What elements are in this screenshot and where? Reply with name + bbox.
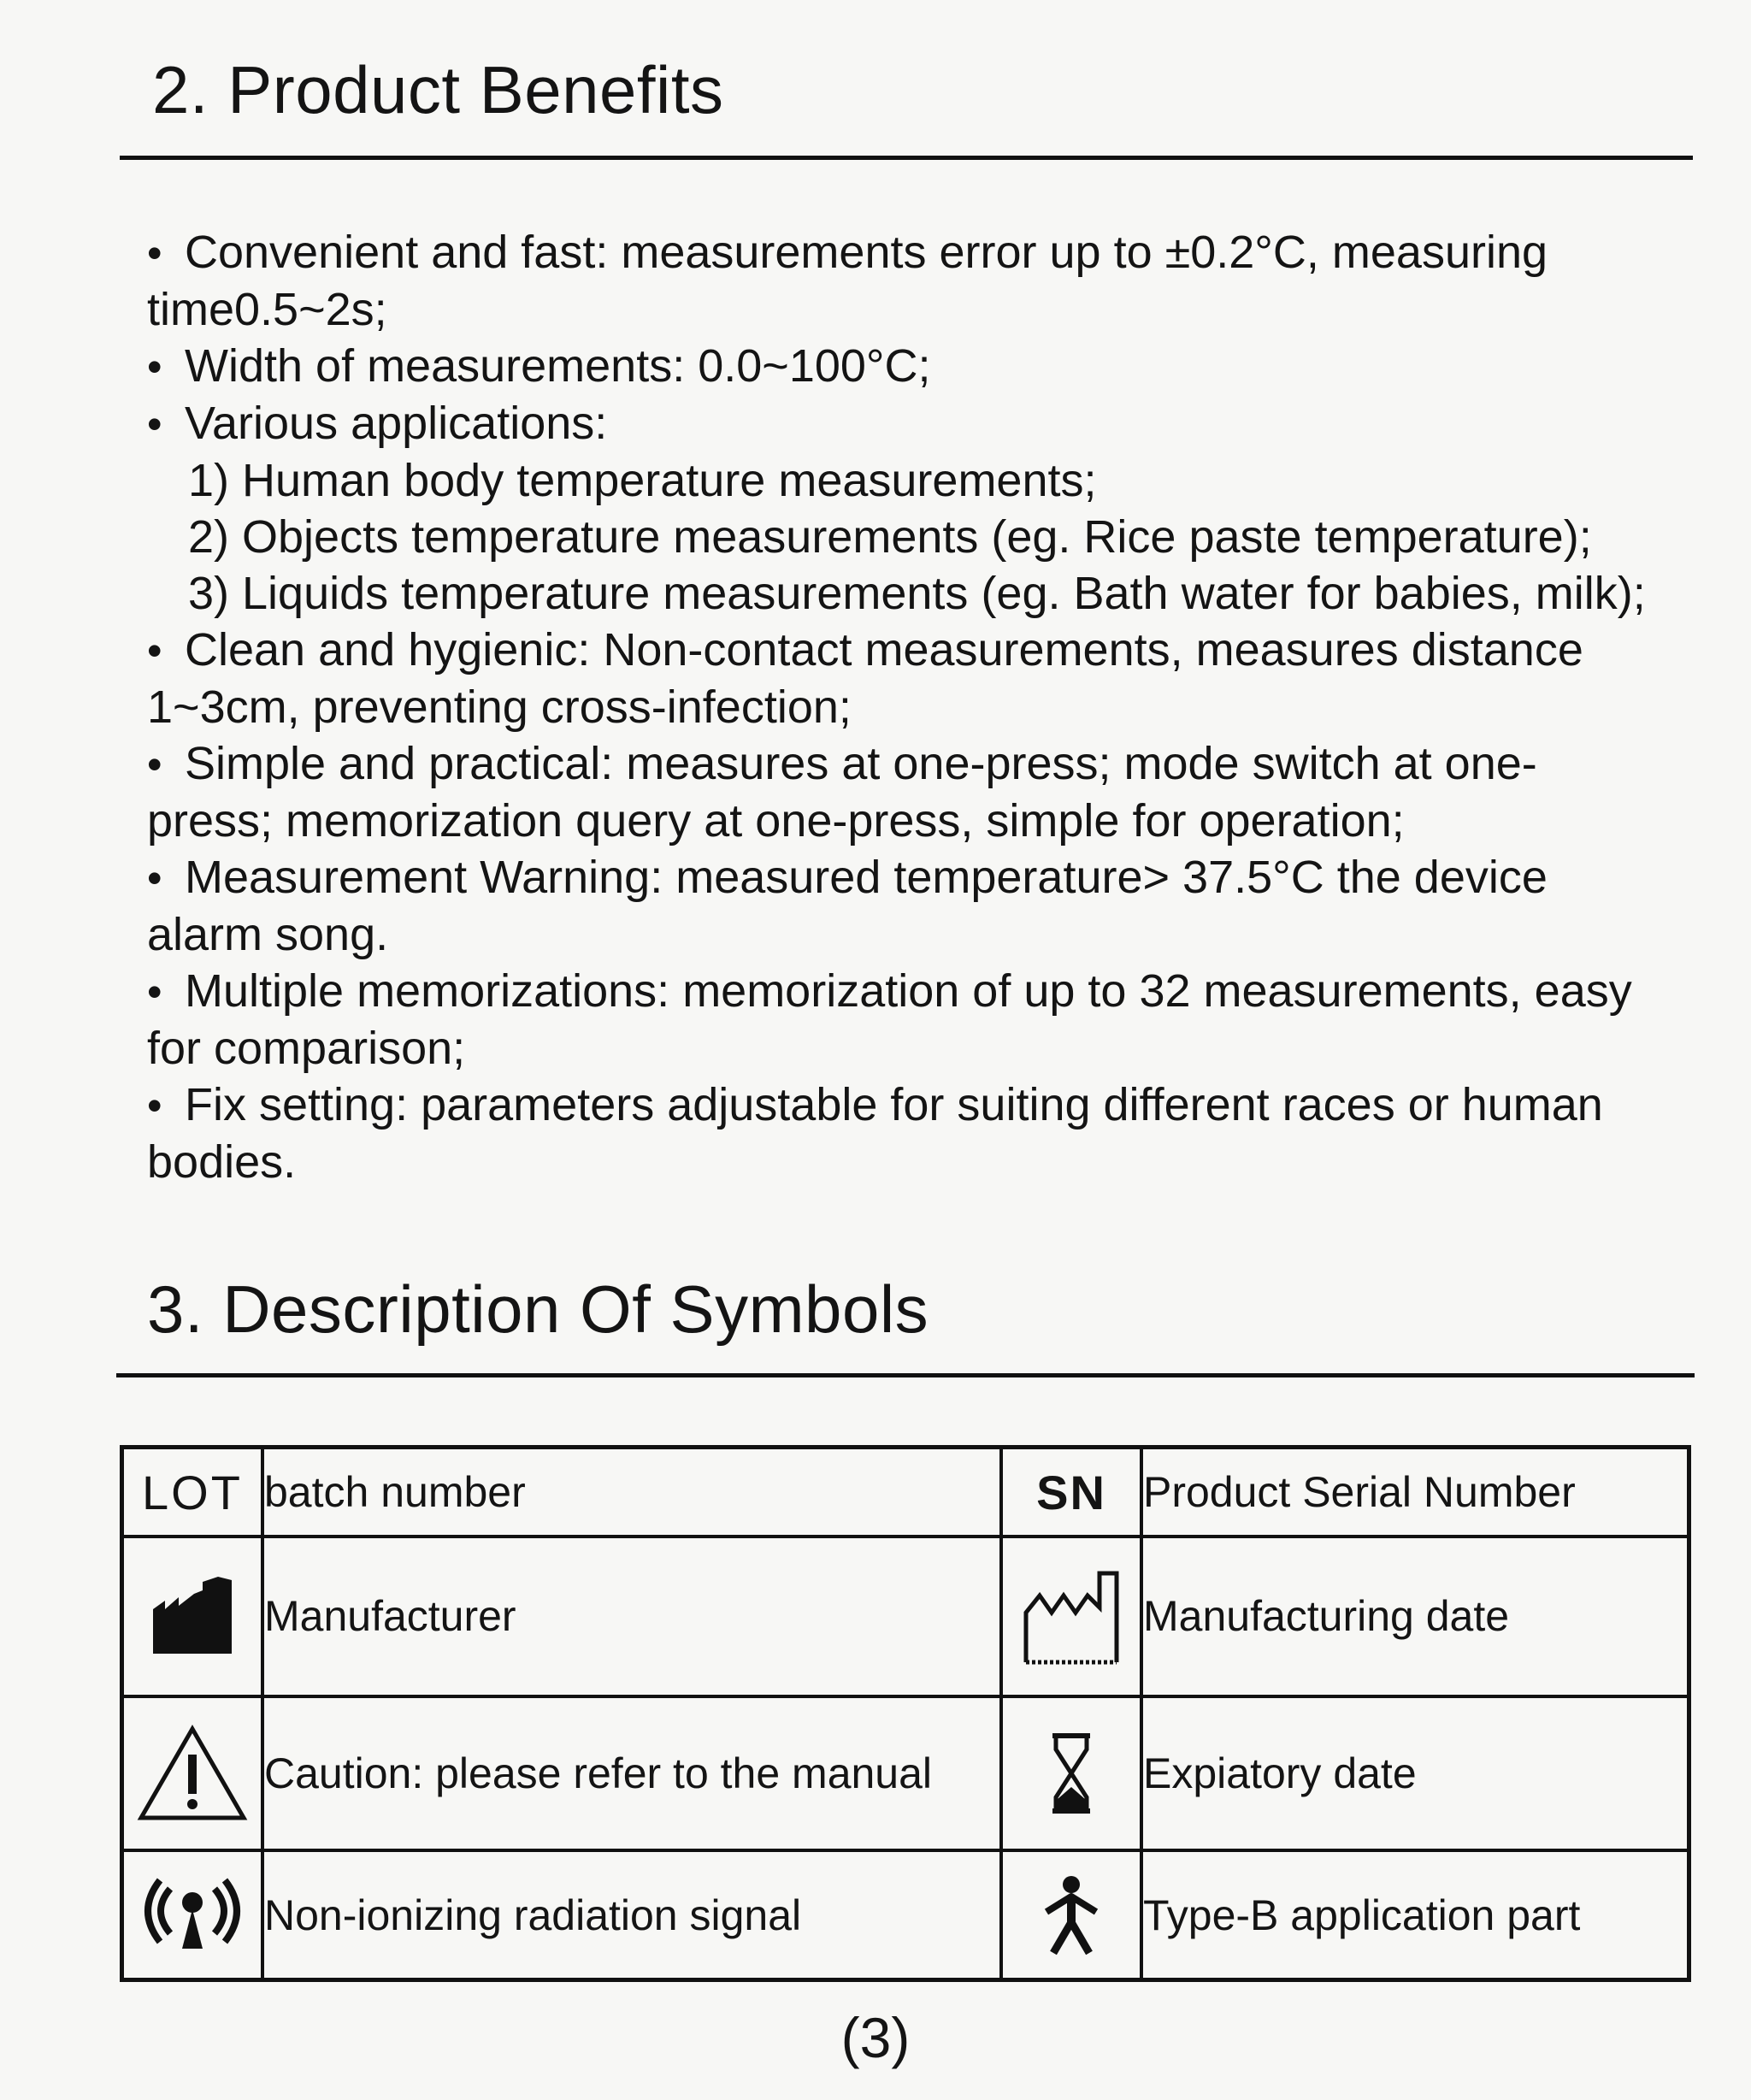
lot-symbol: LOT xyxy=(142,1465,243,1519)
manufacturer-icon xyxy=(150,1575,235,1657)
list-item xyxy=(147,395,1652,622)
symbol-description: Manufacturing date xyxy=(1141,1537,1689,1696)
symbol-cell xyxy=(122,1696,263,1851)
benefit-text: Measurement Warning: measured temperature> 37.5°C the device alarm song. xyxy=(147,852,1548,960)
bullet: • xyxy=(147,627,162,675)
bullet: • xyxy=(147,343,162,391)
symbols-table xyxy=(120,1445,1691,1982)
list-item xyxy=(147,849,1652,963)
benefit-text: Clean and hygienic: Non-contact measurements, measures distance 1~3cm, preventing cross-infection; xyxy=(147,624,1583,733)
benefit-text: Fix setting: parameters adjustable for suiting different races or human bodies. xyxy=(147,1079,1603,1188)
list-item xyxy=(147,735,1652,849)
caution-icon xyxy=(136,1724,249,1823)
symbol-description: Expiatory date xyxy=(1141,1696,1689,1851)
list-item: 1) Human body temperature measurements; xyxy=(188,455,1097,506)
benefit-text: Convenient and fast: measurements error up to ±0.2°C, measuring time0.5~2s; xyxy=(147,227,1548,335)
type-b-person-icon xyxy=(1041,1874,1101,1956)
symbol-cell xyxy=(122,1537,263,1696)
table-row xyxy=(122,1696,1689,1851)
bullet: • xyxy=(147,740,162,788)
symbol-cell xyxy=(1001,1537,1141,1696)
list-item xyxy=(147,338,1652,395)
symbol-cell xyxy=(1001,1448,1141,1537)
section-title-description-of-symbols: 3. Description Of Symbols xyxy=(147,1271,929,1347)
manufacturing-date-icon xyxy=(1021,1565,1122,1667)
benefit-text: Width of measurements: 0.0~100°C; xyxy=(185,340,931,392)
symbol-cell xyxy=(122,1448,263,1537)
symbol-cell xyxy=(1001,1696,1141,1851)
list-item xyxy=(147,224,1652,338)
bullet: • xyxy=(147,854,162,902)
symbol-cell xyxy=(122,1850,263,1979)
symbol-cell xyxy=(1001,1850,1141,1979)
benefits-list xyxy=(147,224,1652,1190)
table-row xyxy=(122,1448,1689,1537)
benefit-text: Simple and practical: measures at one-press; mode switch at one-press; memorization query at one-press, simple for operation; xyxy=(147,738,1537,846)
symbol-description: batch number xyxy=(262,1448,1001,1537)
table-row xyxy=(122,1537,1689,1696)
bullet: • xyxy=(147,229,162,277)
list-item xyxy=(147,1077,1652,1190)
bullet: • xyxy=(147,968,162,1016)
benefit-text: Multiple memorizations: memorization of up to 32 measurements, easy for comparison; xyxy=(147,965,1632,1074)
benefit-text: Various applications: xyxy=(185,398,608,449)
section-divider xyxy=(116,1373,1695,1377)
bullet: • xyxy=(147,400,162,448)
page-number: (3) xyxy=(840,2006,911,2069)
section-title-product-benefits: 2. Product Benefits xyxy=(152,52,724,127)
table-row xyxy=(122,1850,1689,1979)
symbol-description: Manufacturer xyxy=(262,1537,1001,1696)
list-item: 2) Objects temperature measurements (eg. Rice paste temperature); xyxy=(188,511,1592,563)
symbol-description: Type-B application part xyxy=(1141,1850,1689,1979)
bullet: • xyxy=(147,1082,162,1130)
list-item: 3) Liquids temperature measurements (eg. Bath water for babies, milk); xyxy=(188,568,1646,619)
list-item xyxy=(147,622,1652,735)
symbol-description: Caution: please refer to the manual xyxy=(262,1696,1001,1851)
applications-list xyxy=(147,452,1652,622)
symbol-description: Non-ionizing radiation signal xyxy=(262,1850,1001,1979)
sn-symbol: SN xyxy=(1036,1465,1106,1519)
non-ionizing-radiation-icon xyxy=(139,1877,245,1954)
hourglass-icon xyxy=(1046,1731,1097,1816)
section-divider xyxy=(120,156,1693,160)
list-item xyxy=(147,963,1652,1077)
symbol-description: Product Serial Number xyxy=(1141,1448,1689,1537)
